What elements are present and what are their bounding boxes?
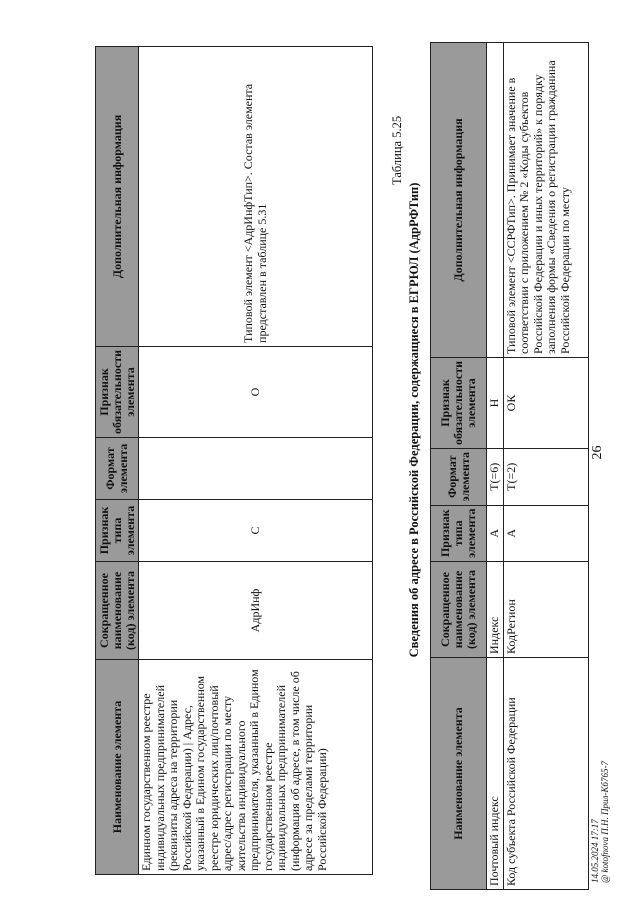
table-row — [503, 42, 588, 889]
cell-format: T(=6) — [487, 449, 504, 505]
footer-author: @ kotofnova П.Н. Прил-Кб765-7 — [600, 761, 610, 883]
footer-stamp — [590, 761, 610, 883]
header-code: Сокращенное наименование (код) элемента — [431, 562, 487, 658]
table-number: Таблица 5.25 — [390, 115, 404, 185]
cell-name: Почтовый индекс — [487, 658, 504, 890]
address-table — [430, 42, 589, 890]
header-code: Сокращенное наименование (код) элемента — [96, 562, 139, 660]
header-format: Формат элемента — [431, 449, 487, 505]
cell-required: Н — [487, 357, 504, 448]
header-required: Признак обязательности элемента — [96, 346, 139, 437]
table-row — [139, 46, 373, 874]
footer-date: 14.05.2024 17:17 — [590, 819, 600, 883]
cell-info: Типовой элемент <ССРФТип>. Принимает значение в соответствии с приложением № 2 «Коды субъектов Российской Федерации и иных территорий» к порядку заполнения формы «Сведения о регистрации гражданина Российской Федерации по месту — [503, 42, 588, 357]
header-name: Наименование элемента — [96, 660, 139, 875]
cell-name: Единном государственном реестре индивидуальных предпринимателей (реквизиты адреса на территории Российской Федерации) | Адрес, указанный в Едином государственном реестре юридических лиц/почтовый адрес/адрес регистрации по месту жительства индивидуального предпринимателя, указанный в Едином государственном реестре индивидуальных предпринимателей (информация об адресе, в том числе об адресе за пределами территории Российской Федерации) — [139, 660, 373, 875]
header-info: Дополнительная информация — [96, 46, 139, 346]
header-required: Признак обязательности элемента — [431, 357, 487, 448]
cell-type: А — [503, 505, 588, 561]
cell-required: ОК — [503, 357, 588, 448]
header-name: Наименование элемента — [431, 658, 487, 890]
cell-format: T(=2) — [503, 449, 588, 505]
header-type: Признак типа элемента — [96, 500, 139, 562]
cell-code: КодРегион — [503, 562, 588, 658]
cell-name: Код субъекта Российской Федерации — [503, 658, 588, 890]
cell-type: А — [487, 505, 504, 561]
cell-code: Индекс — [487, 562, 504, 658]
cell-code: АдрИнф — [139, 562, 373, 660]
header-format: Формат элемента — [96, 438, 139, 500]
cell-type: С — [139, 500, 373, 562]
header-info: Дополнительная информация — [431, 42, 487, 357]
elements-table-continued — [95, 46, 373, 875]
header-type: Признак типа элемента — [431, 505, 487, 561]
table-row — [487, 42, 504, 889]
cell-required: О — [139, 346, 373, 437]
cell-info: Типовой элемент <АдрИнфТип>. Состав элемента представлен в таблице 5.31 — [139, 46, 373, 346]
cell-info — [487, 42, 504, 357]
cell-format — [139, 438, 373, 500]
page-number: 26 — [590, 445, 605, 460]
table-title: Сведения об адресе в Российской Федерации, содержащиеся в ЕГРЮЛ (АдрРФТип) — [407, 182, 421, 658]
